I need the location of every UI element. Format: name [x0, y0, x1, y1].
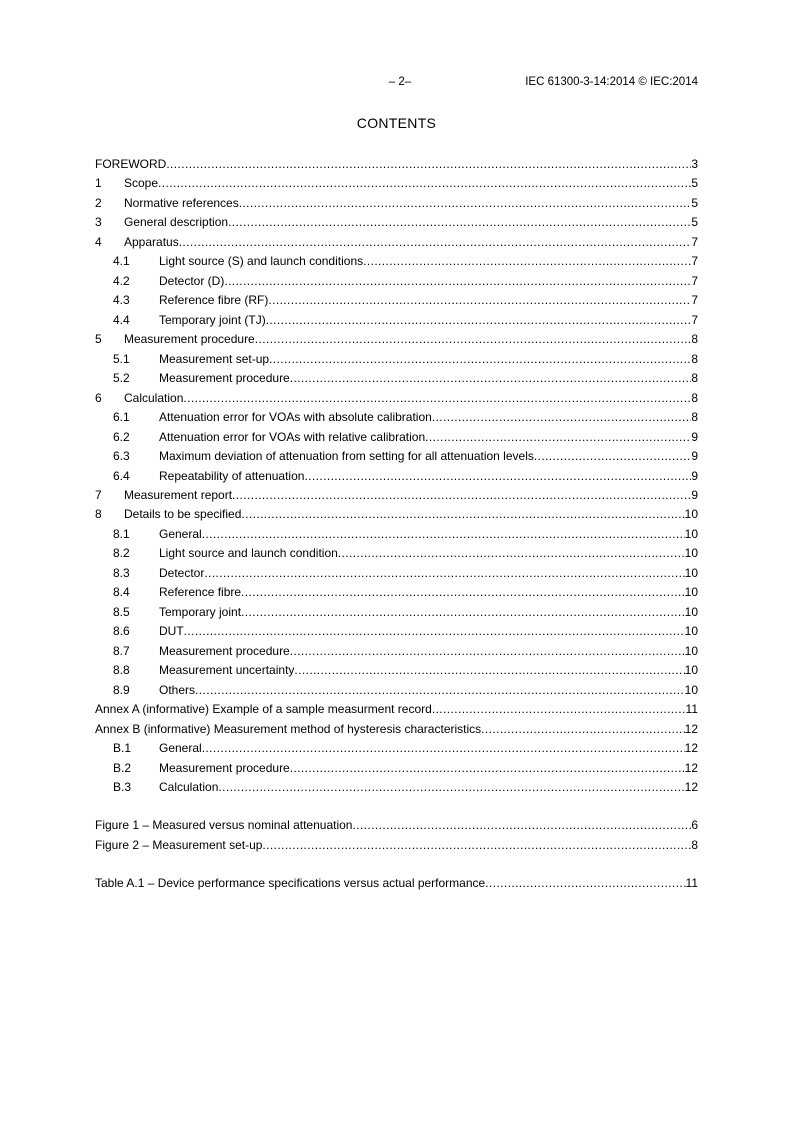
toc-entry-title: Attenuation error for VOAs with relative calibration	[159, 429, 426, 444]
toc-entry-number: 8.1	[113, 526, 130, 541]
dot-leader	[158, 176, 691, 190]
toc-entry-page: 7	[691, 234, 698, 249]
document-reference: IEC 61300-3-14:2014 © IEC:2014	[525, 76, 698, 88]
toc-entry-title: Scope	[124, 176, 159, 191]
toc-entry-title: Measurement procedure	[159, 643, 290, 658]
toc-entry-title: Repeatability of attenuation	[159, 468, 305, 483]
table-entry[interactable]	[95, 876, 698, 895]
toc-entry-page: 10	[684, 604, 698, 619]
toc-entry-title: FOREWORD	[95, 157, 167, 171]
toc-entry[interactable]	[95, 215, 698, 234]
dot-leader	[338, 546, 685, 560]
dot-leader	[241, 507, 684, 521]
toc-entry[interactable]	[95, 196, 698, 215]
toc-entry-title: Attenuation error for VOAs with absolute calibration	[159, 410, 432, 425]
section-spacer	[95, 857, 698, 876]
dot-leader	[485, 876, 685, 890]
toc-entry[interactable]	[95, 391, 698, 410]
toc-subentry[interactable]	[95, 449, 698, 468]
toc-entry-page: 10	[684, 585, 698, 600]
page-number: – 2–	[388, 76, 412, 88]
dot-leader	[304, 469, 691, 483]
dot-leader	[218, 780, 684, 794]
toc-entry-title: Reference fibre	[159, 585, 242, 600]
toc-entry-page: 10	[684, 663, 698, 678]
dot-leader	[202, 527, 685, 541]
dot-leader	[228, 215, 691, 229]
toc-entry-page: 10	[684, 507, 698, 522]
toc-entry-page: 9	[691, 429, 698, 444]
dot-leader	[183, 391, 691, 405]
toc-entry-number: 6.2	[113, 429, 130, 444]
toc-entry-page: 7	[691, 293, 698, 308]
toc-entry-title: General	[159, 741, 202, 756]
toc-entry-title: Measurement uncertainty	[159, 663, 295, 678]
toc-entry-page: 10	[684, 546, 698, 561]
toc-entry-number: 8.7	[113, 643, 130, 658]
toc-entry-title: General description	[124, 215, 229, 230]
figure-entry[interactable]	[95, 838, 698, 857]
toc-entry-number: 8.6	[113, 624, 130, 639]
dot-leader	[290, 644, 685, 658]
toc-entry-number: 8.3	[113, 565, 130, 580]
toc-subentry[interactable]	[95, 527, 698, 546]
toc-subentry[interactable]	[95, 605, 698, 624]
toc-entry-page: 9	[691, 449, 698, 464]
toc-entry-title: Annex B (informative) Measurement method of hysteresis characteristics	[95, 721, 482, 736]
toc-entry-title: Measurement set-up	[159, 351, 270, 366]
toc-subentry[interactable]	[95, 624, 698, 643]
toc-entry[interactable]	[95, 235, 698, 254]
dot-leader	[534, 449, 691, 463]
toc-entry-number: 6.4	[113, 468, 130, 483]
dot-leader	[425, 430, 691, 444]
toc-entry-page: 12	[684, 741, 698, 756]
dot-leader	[179, 235, 692, 249]
toc-entry-page: 10	[684, 682, 698, 697]
dot-leader	[269, 352, 691, 366]
toc-entry-number: 4.4	[113, 312, 130, 327]
toc-entry-page: 8	[691, 410, 698, 425]
dot-leader	[432, 410, 692, 424]
toc-entry-number: 4.1	[113, 254, 130, 269]
toc-entry-number: 7	[95, 487, 102, 502]
toc-entry-number: 8.5	[113, 604, 130, 619]
toc-entry-page: 5	[691, 215, 698, 230]
toc-entry-page: 8	[691, 390, 698, 405]
toc-entry-title: Detector (D)	[159, 273, 225, 288]
figure-page: 6	[691, 818, 698, 833]
toc-entry-page: 7	[691, 312, 698, 327]
toc-entry-page: 9	[691, 468, 698, 483]
toc-subentry[interactable]	[95, 371, 698, 390]
toc-subentry[interactable]	[95, 761, 698, 780]
toc-entry-number: 8.2	[113, 546, 130, 561]
dot-leader	[241, 605, 685, 619]
dot-leader	[166, 157, 691, 171]
toc-subentry[interactable]	[95, 293, 698, 312]
dot-leader	[294, 663, 684, 677]
dot-leader	[255, 332, 692, 346]
toc-annex-entry[interactable]	[95, 702, 698, 721]
toc-entry-number: 8	[95, 507, 102, 522]
toc-subentry[interactable]	[95, 566, 698, 585]
toc-entry[interactable]	[95, 332, 698, 351]
dot-leader	[290, 371, 692, 385]
toc-entry-number: 1	[95, 176, 102, 191]
toc-entry[interactable]	[95, 507, 698, 526]
dot-leader	[290, 761, 685, 775]
dot-leader	[202, 741, 685, 755]
toc-entry-page: 8	[691, 351, 698, 366]
toc-entry-number: 2	[95, 195, 102, 210]
toc-entry-page: 9	[691, 487, 698, 502]
figure-page: 8	[691, 837, 698, 852]
dot-leader	[363, 254, 691, 268]
toc-entry-title: Light source and launch condition	[159, 546, 338, 561]
toc-entry[interactable]	[95, 176, 698, 195]
toc-entry-number: 5.2	[113, 371, 130, 386]
table-title: Table A.1 – Device performance specifications versus actual performance	[95, 876, 486, 891]
toc-entry[interactable]	[95, 488, 698, 507]
toc-entry-page: 10	[684, 624, 698, 639]
toc-subentry[interactable]	[95, 469, 698, 488]
toc-entry-page: 5	[691, 176, 698, 191]
toc-entry-number: B.2	[113, 760, 132, 775]
toc-subentry[interactable]	[95, 352, 698, 371]
dot-leader	[184, 624, 685, 638]
table-page: 11	[685, 876, 698, 891]
dot-leader	[204, 566, 684, 580]
toc-entry-title: Details to be specified	[124, 507, 242, 522]
toc-entry-number: 6	[95, 390, 102, 405]
dot-leader	[195, 683, 685, 697]
toc-entry-number: 5	[95, 332, 102, 347]
dot-leader	[239, 196, 692, 210]
toc-entry-title: Temporary joint (TJ)	[159, 312, 266, 327]
toc-entry-title: Light source (S) and launch conditions	[159, 254, 364, 269]
figure-title: Figure 1 – Measured versus nominal attenuation	[95, 818, 353, 833]
toc-entry-number: 6.3	[113, 449, 130, 464]
toc-annex-entry[interactable]	[95, 722, 698, 741]
toc-entry-number: 4.2	[113, 273, 130, 288]
section-spacer	[95, 799, 698, 818]
dot-leader	[224, 274, 691, 288]
toc-entry-page: 7	[691, 273, 698, 288]
toc-entry-page: 10	[684, 565, 698, 580]
toc-entry-title: Temporary joint	[159, 604, 242, 619]
toc-subentry[interactable]	[95, 313, 698, 332]
table-of-contents	[95, 157, 698, 896]
toc-subentry[interactable]	[95, 410, 698, 429]
toc-entry-page: 7	[691, 254, 698, 269]
toc-entry-page: 10	[684, 526, 698, 541]
toc-entry-number: 8.9	[113, 682, 130, 697]
toc-entry-number: 4	[95, 234, 102, 249]
toc-entry-title: DUT	[159, 624, 184, 639]
toc-subentry[interactable]	[95, 683, 698, 702]
toc-entry-page: 3	[691, 157, 698, 171]
dot-leader	[232, 488, 691, 502]
toc-subentry[interactable]	[95, 644, 698, 663]
toc-entry-title: Normative references	[124, 195, 239, 210]
toc-entry-title: Measurement report	[124, 487, 233, 502]
toc-subentry[interactable]	[95, 274, 698, 293]
toc-entry-number: 4.3	[113, 293, 130, 308]
figure-title: Figure 2 – Measurement set-up	[95, 837, 263, 852]
toc-subentry[interactable]	[95, 546, 698, 565]
toc-subentry[interactable]	[95, 741, 698, 760]
toc-entry-number: 8.8	[113, 663, 130, 678]
toc-entry-page: 5	[691, 195, 698, 210]
toc-subentry[interactable]	[95, 663, 698, 682]
toc-subentry[interactable]	[95, 585, 698, 604]
toc-entry-title: General	[159, 526, 202, 541]
toc-entry-page: 12	[684, 721, 698, 736]
toc-entry-title: Annex A (informative) Example of a sample measurment record	[95, 702, 432, 717]
toc-entry-title: Reference fibre (RF)	[159, 293, 269, 308]
toc-subentry[interactable]	[95, 780, 698, 799]
toc-entry-page: 12	[684, 780, 698, 794]
toc-subentry[interactable]	[95, 254, 698, 273]
dot-leader	[352, 818, 691, 832]
toc-entry-number: B.3	[113, 780, 132, 794]
toc-entry-title: Detector	[159, 565, 205, 580]
dot-leader	[262, 838, 691, 852]
dot-leader	[241, 585, 685, 599]
toc-entry-title: Others	[159, 682, 196, 697]
toc-subentry[interactable]	[95, 430, 698, 449]
toc-entry-title: Apparatus	[124, 234, 179, 249]
toc-entry-page: 10	[684, 643, 698, 658]
toc-entry-title: Measurement procedure	[159, 760, 290, 775]
toc-entry-page: 8	[691, 371, 698, 386]
contents-title: CONTENTS	[356, 115, 437, 131]
toc-entry-number: 8.4	[113, 585, 130, 600]
page-header	[0, 76, 793, 92]
toc-entry-title: Calculation	[124, 390, 184, 405]
toc-entry-title: Measurement procedure	[159, 371, 290, 386]
dot-leader	[268, 293, 691, 307]
toc-entry-title: Measurement procedure	[124, 332, 255, 347]
toc-entry-page: 11	[685, 702, 698, 717]
toc-entry-title: Calculation	[159, 780, 219, 794]
toc-entry-page: 8	[691, 332, 698, 347]
figure-entry[interactable]	[95, 818, 698, 837]
toc-entry-number: 6.1	[113, 410, 130, 425]
toc-entry-title: Maximum deviation of attenuation from setting for all attenuation levels	[159, 449, 534, 464]
dot-leader	[266, 313, 692, 327]
toc-entry-page: 12	[684, 760, 698, 775]
toc-entry-number: 5.1	[113, 351, 130, 366]
dot-leader	[432, 702, 686, 716]
toc-entry[interactable]	[95, 157, 698, 176]
toc-entry-number: 3	[95, 215, 102, 230]
dot-leader	[481, 722, 684, 736]
toc-entry-number: B.1	[113, 741, 132, 756]
